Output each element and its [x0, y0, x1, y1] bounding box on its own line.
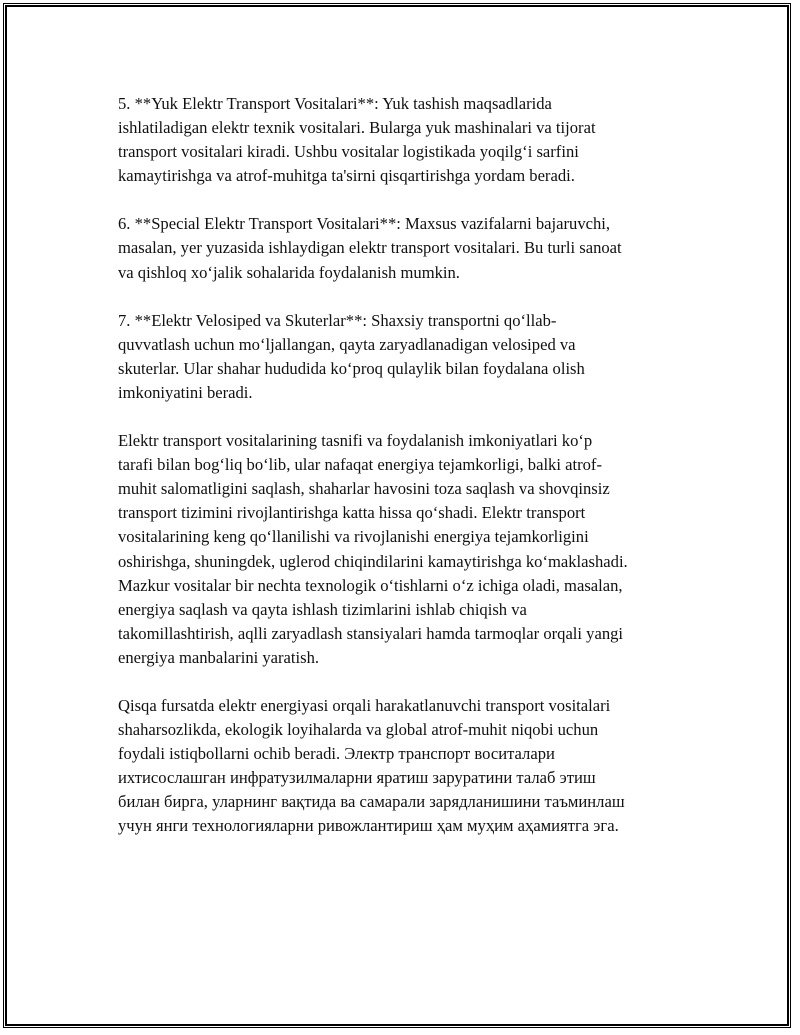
text-line: foydali istiqbollarni ochib beradi. Электр транспорт воситалари [118, 744, 555, 764]
text-line: ishlatiladigan elektr texnik vositalari. Bularga yuk mashinalari va tijorat [118, 118, 596, 138]
text-line: energiya saqlash va qayta ishlash tizimlarini ishlab chiqish va [118, 599, 527, 619]
text-line: masalan, yer yuzasida ishlaydigan elektr transport vositalari. Bu turli sanoat [118, 238, 622, 258]
text-line: transport vositalari kiradi. Ushbu vositalar logistikada yoqilg‘i sarfini [118, 142, 579, 162]
text-line: shaharsozlikda, ekologik loyihalarda va global atrof-muhit niqobi uchun [118, 720, 599, 740]
text-line: Mazkur vositalar bir nechta texnologik o‘tishlarni o‘z ichiga oladi, masalan, [118, 575, 623, 595]
paragraph-heavy-electric-vehicles [118, 92, 690, 188]
paragraph-electric-bikes-scooters [118, 309, 690, 405]
text-line: kamaytirishga va atrof-muhitga ta'sirni qisqartirishga yordam beradi. [118, 166, 575, 186]
paragraph-special-electric-vehicles [118, 212, 690, 284]
paragraph-conclusion [118, 694, 690, 839]
text-line: quvvatlash uchun mo‘ljallangan, qayta zaryadlanadigan velosiped va [118, 334, 576, 354]
text-line: 5. **Yuk Elektr Transport Vositalari**: Yuk tashish maqsadlarida [118, 94, 552, 113]
text-line: 7. **Elektr Velosiped va Skuterlar**: Shaxsiy transportni qo‘llab- [118, 310, 557, 330]
text-line: tarafi bilan bog‘liq bo‘lib, ular nafaqat energiya tejamkorligi, balki atrof- [118, 455, 602, 475]
text-line: oshirishga, shuningdek, uglerod chiqindilarini kamaytirishga ko‘maklashadi. [118, 551, 628, 571]
text-line: skuterlar. Ular shahar hududida ko‘proq qulaylik bilan foydalana olish [118, 358, 585, 378]
text-line: vositalarining keng qo‘llanilishi va rivojlanishi energiya tejamkorligini [118, 527, 589, 547]
text-line: 6. **Special Elektr Transport Vositalari**: Maxsus vazifalarni bajaruvchi, [118, 214, 611, 234]
paragraph-classification-benefits [118, 429, 690, 670]
text-line: muhit salomatligini saqlash, shaharlar havosini toza saqlash va shovqinsiz [118, 479, 610, 499]
text-line: va qishloq xo‘jalik sohalarida foydalanish mumkin. [118, 262, 460, 282]
text-line: transport tizimini rivojlantirishga katta hissa qo‘shadi. Elektr transport [118, 503, 586, 523]
text-line: imkoniyatini beradi. [118, 382, 253, 402]
text-line: ихтисослашган инфратузилмаларни яратиш зарурaтини талаб этиш [118, 768, 596, 788]
text-line: takomillashtirish, aqlli zaryadlash stansiyalari hamda tarmoqlar orqali yangi [118, 623, 624, 643]
document-body [118, 92, 690, 863]
text-line: билан бирга, уларнинг вақтида ва самарали зарядланишини таъминлаш [118, 792, 625, 812]
text-line: учун янги технологияларни ривожлантириш ҳам муҳим аҳамиятга эга. [118, 816, 619, 836]
text-line: Qisqa fursatda elektr energiyasi orqali harakatlanuvchi transport vositalari [118, 695, 611, 715]
text-line: energiya manbalarini yaratish. [118, 647, 320, 667]
text-line: Elektr transport vositalarining tasnifi va foydalanish imkoniyatlari ko‘p [118, 431, 593, 451]
